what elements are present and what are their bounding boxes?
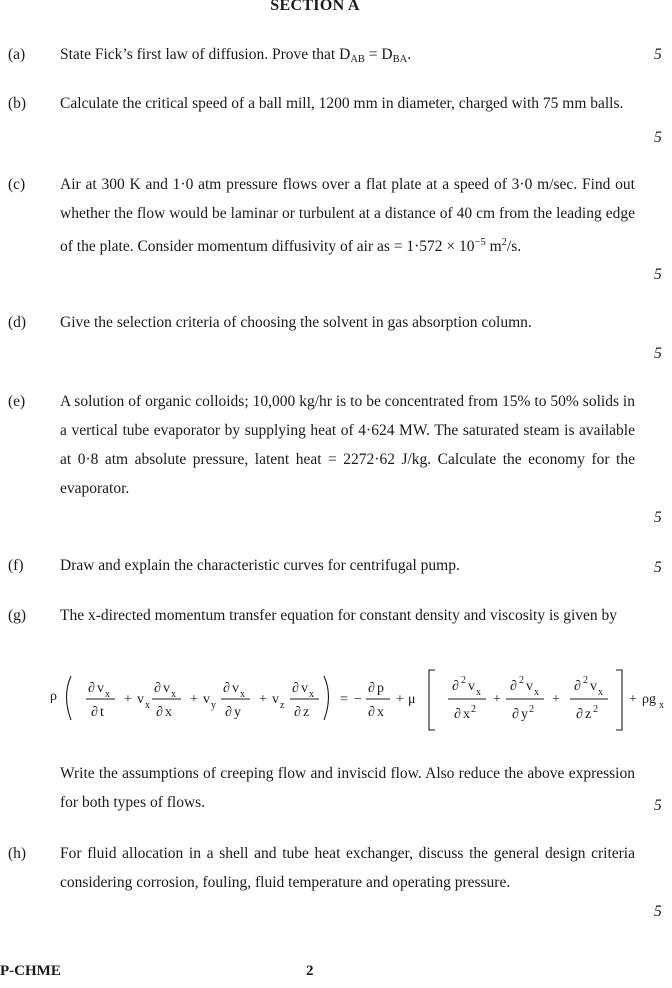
- question-text-continued: Write the assumptions of creeping flow and inviscid flow. Also reduce the above expression for both types of flows.: [60, 765, 635, 811]
- svg-text:∂: ∂: [294, 705, 301, 720]
- svg-text:∂: ∂: [368, 681, 375, 696]
- svg-text:+: +: [629, 692, 637, 707]
- equation-rhs: [340, 670, 664, 730]
- svg-text:v: v: [468, 679, 475, 694]
- question-text: Give the selection criteria of choosing the solvent in gas absorption column.: [60, 314, 532, 331]
- svg-text:2: 2: [471, 704, 476, 715]
- equation-lhs: [50, 676, 329, 720]
- question-text: Draw and explain the characteristic curves for centrifugal pump.: [60, 557, 460, 574]
- svg-text:2: 2: [461, 675, 466, 686]
- marks: 5: [654, 797, 662, 814]
- svg-text:v: v: [526, 679, 533, 694]
- svg-text:∂: ∂: [223, 681, 230, 696]
- marks: 5: [654, 559, 662, 576]
- marks: 5: [654, 266, 662, 283]
- svg-text:−: −: [354, 692, 362, 707]
- svg-text:+: +: [552, 692, 560, 707]
- svg-text:v: v: [163, 681, 170, 696]
- svg-text:v: v: [272, 692, 279, 707]
- svg-text:t: t: [100, 705, 104, 720]
- question-text: A solution of organic colloids; 10,000 kg/hr is to be concentrated from 15% to 50% solids in a vertical tube evaporator by supplying heat of 4·624 MW. The saturated steam is available at 0·8 atm absolute pressure, latent heat = 2272·62 J/kg. Calculate the economy for the evaporator.: [60, 393, 635, 497]
- svg-text:z: z: [280, 700, 285, 711]
- svg-text:∂: ∂: [576, 707, 583, 722]
- svg-text:x: x: [598, 687, 603, 698]
- svg-text:∂: ∂: [91, 705, 98, 720]
- svg-text:μ: μ: [408, 692, 416, 707]
- svg-text:v: v: [590, 679, 597, 694]
- svg-text:∂: ∂: [454, 707, 461, 722]
- svg-text:x: x: [476, 687, 481, 698]
- svg-text:+: +: [124, 692, 132, 707]
- svg-text:+: +: [190, 692, 198, 707]
- svg-text:v: v: [203, 692, 210, 707]
- svg-text:v: v: [301, 681, 308, 696]
- question-label: (d): [8, 314, 27, 331]
- paper-code: P-CHME: [0, 963, 61, 979]
- question-label: (f): [8, 557, 24, 574]
- svg-text:y: y: [234, 705, 241, 720]
- svg-text:+: +: [493, 692, 501, 707]
- svg-text:x: x: [105, 689, 110, 700]
- svg-text:2: 2: [529, 704, 534, 715]
- svg-text:+: +: [396, 692, 404, 707]
- svg-text:∂: ∂: [292, 681, 299, 696]
- svg-text:v: v: [137, 692, 144, 707]
- svg-text:x: x: [309, 689, 314, 700]
- svg-text:=: =: [340, 692, 348, 707]
- svg-text:∂: ∂: [368, 705, 375, 720]
- page-number: 2: [306, 963, 314, 979]
- svg-text:∂: ∂: [88, 681, 95, 696]
- svg-text:∂: ∂: [154, 681, 161, 696]
- question-label: (e): [8, 393, 26, 410]
- momentum-equation: [50, 668, 672, 748]
- svg-text:x: x: [377, 705, 384, 720]
- svg-text:z: z: [303, 705, 310, 720]
- marks: 5: [654, 46, 662, 63]
- svg-text:x: x: [659, 700, 664, 711]
- question-label: (a): [8, 46, 26, 63]
- marks: 5: [654, 509, 662, 526]
- svg-text:x: x: [240, 689, 245, 700]
- marks: 5: [654, 345, 662, 362]
- marks: 5: [654, 903, 662, 920]
- svg-text:∂: ∂: [510, 679, 517, 694]
- svg-text:∂: ∂: [156, 705, 163, 720]
- svg-text:v: v: [97, 681, 104, 696]
- svg-text:v: v: [232, 681, 239, 696]
- svg-text:∂: ∂: [452, 679, 459, 694]
- svg-text:+: +: [259, 692, 267, 707]
- svg-text:x: x: [171, 689, 176, 700]
- question-text: Calculate the critical speed of a ball mill, 1200 mm in diameter, charged with 75 mm balls.: [60, 95, 624, 112]
- svg-text:ρg: ρg: [642, 692, 656, 707]
- svg-text:∂: ∂: [574, 679, 581, 694]
- question-label: (b): [8, 95, 27, 112]
- question-label: (c): [8, 176, 26, 193]
- svg-text:x: x: [463, 707, 470, 722]
- svg-text:y: y: [521, 707, 528, 722]
- section-title: SECTION A: [270, 0, 360, 14]
- svg-text:x: x: [145, 700, 150, 711]
- question-label: (h): [8, 845, 27, 862]
- svg-text:p: p: [377, 681, 384, 696]
- question-label: (g): [8, 607, 27, 624]
- svg-text:∂: ∂: [225, 705, 232, 720]
- question-text: For fluid allocation in a shell and tube heat exchanger, discuss the general design criteria considering corrosion, fouling, fluid temperature and operating pressure.: [60, 845, 635, 891]
- svg-text:y: y: [211, 700, 216, 711]
- svg-text:x: x: [165, 705, 172, 720]
- question-text: Air at 300 K and 1·0 atm pressure flows over a flat plate at a speed of 3·0 m/sec. Find out whether the flow would be laminar or turbulent at a distance of 40 cm from the leading edge of the plate. Consider momentum diffusivity of air as = $1\cdot 572 \times 10^{-5}$ $m^2/s$.: [60, 176, 635, 255]
- svg-text:2: 2: [593, 704, 598, 715]
- marks: 5: [654, 129, 662, 146]
- svg-text:ρ: ρ: [50, 689, 57, 704]
- question-text: State Fick’s first law of diffusion. Prove that $D_{AB} = D_{BA}$.: [60, 46, 412, 65]
- svg-text:2: 2: [519, 675, 524, 686]
- svg-text:z: z: [585, 707, 592, 722]
- svg-text:x: x: [534, 687, 539, 698]
- svg-text:2: 2: [583, 675, 588, 686]
- svg-text:∂: ∂: [512, 707, 519, 722]
- question-text: The x-directed momentum transfer equation for constant density and viscosity is given by: [60, 607, 618, 624]
